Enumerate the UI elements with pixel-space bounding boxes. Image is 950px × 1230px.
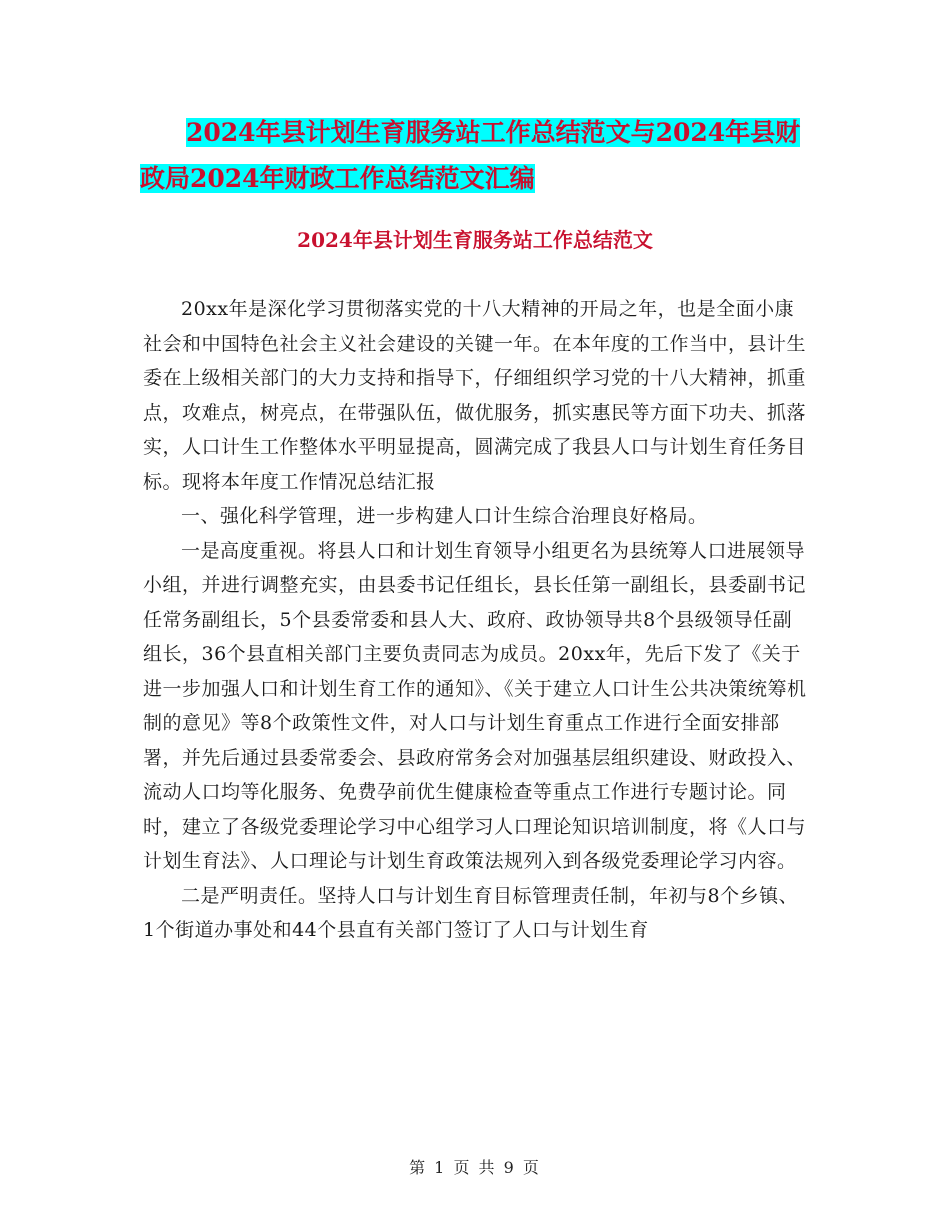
title-line-2: 政局2024年财政工作总结范文汇编	[140, 164, 535, 193]
title-line-1: 2024年县计划生育服务站工作总结范文与2024年县财	[186, 118, 801, 147]
body-text	[143, 292, 808, 948]
paragraph: 一是高度重视。将县人口和计划生育领导小组更名为县统筹人口进展领导小组，并进行调整充实，由县委书记任组长，县长任第一副组长，县委副书记任常务副组长，5个县委常委和县人大、政府、政协领导共8个县级领导任副组长，36个县直相关部门主要负责同志为成员。20xx年，先后下发了《关于进一步加强人口和计划生育工作的通知》、《关于建立人口计生公共决策统筹机制的意见》等8个政策性文件，对人口与计划生育重点工作进行全面安排部署，并先后通过县委常委会、县政府常务会对加强基层组织建设、财政投入、流动人口均等化服务、免费孕前优生健康检查等重点工作进行专题讨论。同时，建立了各级党委理论学习中心组学习人口理论知识培训制度，将《人口与计划生育法》、人口理论与计划生育政策法规列入到各级党委理论学习内容。	[143, 539, 807, 872]
paragraph: 20xx年是深化学习贯彻落实党的十八大精神的开局之年，也是全面小康社会和中国特色社会主义社会建设的关键一年。在本年度的工作当中，县计生委在上级相关部门的大力支持和指导下，仔细组织学习党的十八大精神，抓重点，攻难点，树亮点，在带强队伍，做优服务，抓实惠民等方面下功夫、抓落实，人口计生工作整体水平明显提高，圆满完成了我县人口与计划生育任务目标。现将本年度工作情况总结汇报	[143, 298, 807, 493]
paragraph: 一、强化科学管理，进一步构建人口计生综合治理良好格局。	[181, 505, 708, 527]
document-title	[140, 110, 830, 202]
section-heading: 2024年县计划生育服务站工作总结范文	[297, 228, 653, 252]
page-footer: 第 1 页 共 9 页	[409, 1158, 541, 1177]
paragraph: 二是严明责任。坚持人口与计划生育目标管理责任制，年初与8个乡镇、1个街道办事处和44个县直有关部门签订了人口与计划生育	[143, 884, 799, 941]
